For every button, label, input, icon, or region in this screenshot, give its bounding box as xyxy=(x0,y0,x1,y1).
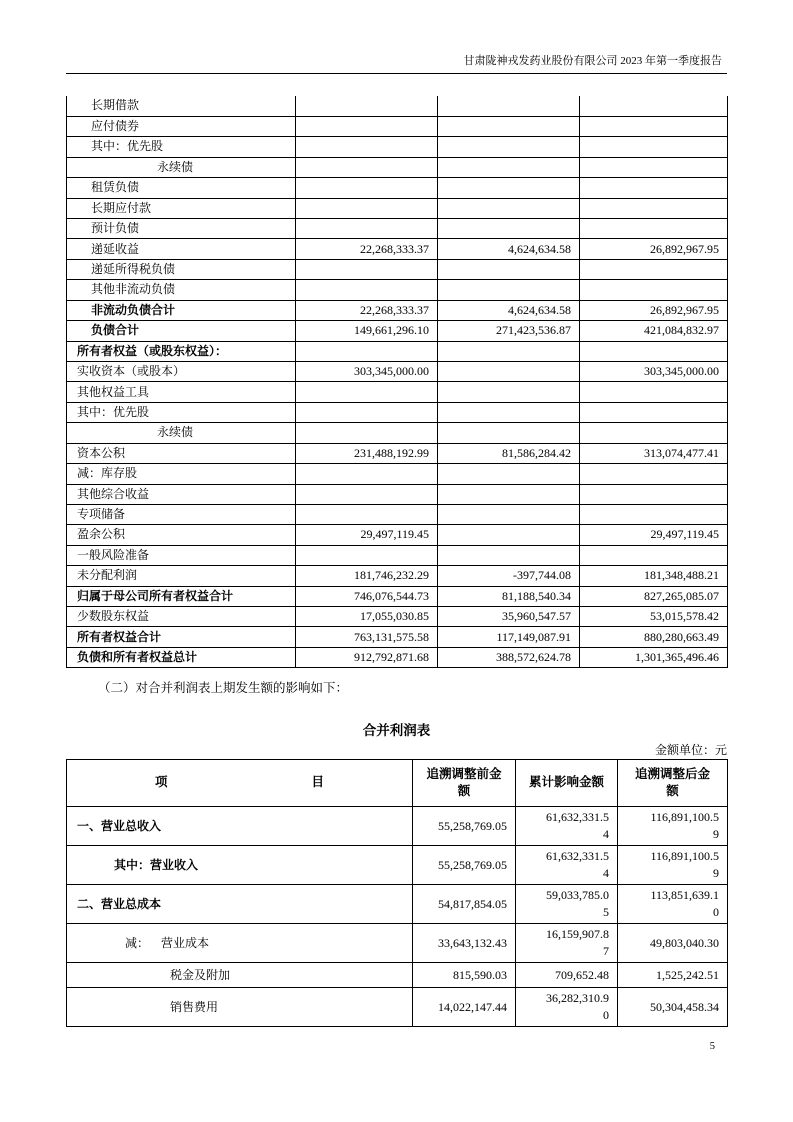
amount-cell-col1 xyxy=(296,545,438,565)
item-label: 负债合计 xyxy=(67,321,296,341)
item-label: 应付债券 xyxy=(67,116,296,136)
report-title: 甘肃陇神戎发药业股份有限公司 2023 年第一季度报告 xyxy=(463,55,722,67)
amount-cell-col2 xyxy=(438,484,580,504)
amount-cell-col1: 29,497,119.45 xyxy=(296,525,438,545)
amount-cell-col1: 17,055,030.85 xyxy=(296,607,438,627)
item-label: 盈余公积 xyxy=(67,525,296,545)
amount-cell-col2 xyxy=(438,137,580,157)
amount-cell-col2: 36,282,310.90 xyxy=(516,988,618,1027)
amount-cell-col3: 827,265,085.07 xyxy=(580,586,728,606)
page-number: 5 xyxy=(709,1041,715,1052)
amount-cell-col1: 14,022,147.44 xyxy=(413,988,516,1027)
amount-cell-col2 xyxy=(438,525,580,545)
amount-cell-col3 xyxy=(580,484,728,504)
amount-cell-col1 xyxy=(296,219,438,239)
item-label: 其他非流动负债 xyxy=(67,280,296,300)
balance-sheet-row xyxy=(67,341,728,361)
amount-cell-col1: 912,792,871.68 xyxy=(296,647,438,667)
amount-cell-col2: 117,149,087.91 xyxy=(438,627,580,647)
amount-cell-col2 xyxy=(438,361,580,381)
balance-sheet-row xyxy=(67,464,728,484)
amount-cell-col3: 113,851,639.10 xyxy=(618,885,728,924)
amount-cell-col2 xyxy=(438,504,580,524)
amount-cell-col1: 33,643,132.43 xyxy=(413,924,516,963)
amount-cell-col1 xyxy=(296,137,438,157)
balance-sheet-row xyxy=(67,300,728,320)
amount-cell-col1: 54,817,854.05 xyxy=(413,885,516,924)
balance-sheet-row xyxy=(67,586,728,606)
amount-cell-col2 xyxy=(438,219,580,239)
item-label: 专项储备 xyxy=(67,504,296,524)
amount-cell-col1 xyxy=(296,96,438,116)
balance-sheet-row xyxy=(67,627,728,647)
balance-sheet-row xyxy=(67,545,728,565)
amount-cell-col3: 1,301,365,496.46 xyxy=(580,647,728,667)
balance-sheet-row xyxy=(67,525,728,545)
amount-cell-col2 xyxy=(438,341,580,361)
income-header-row xyxy=(67,760,728,807)
amount-cell-col1 xyxy=(296,341,438,361)
amount-cell-col3: 313,074,477.41 xyxy=(580,443,728,463)
amount-cell-col3 xyxy=(580,157,728,177)
balance-sheet-row xyxy=(67,423,728,443)
amount-cell-col1 xyxy=(296,464,438,484)
amount-cell-col3 xyxy=(580,198,728,218)
income-statement-row xyxy=(67,924,728,963)
balance-sheet-row xyxy=(67,443,728,463)
header-divider xyxy=(66,73,727,74)
amount-cell-col2 xyxy=(438,382,580,402)
amount-cell-col1 xyxy=(296,198,438,218)
amount-cell-col1: 181,746,232.29 xyxy=(296,566,438,586)
amount-cell-col3: 116,891,100.59 xyxy=(618,846,728,885)
item-label: 递延收益 xyxy=(67,239,296,259)
item-label: 所有者权益（或股东权益）： xyxy=(67,341,296,361)
amount-cell-col1: 149,661,296.10 xyxy=(296,321,438,341)
item-label: 长期应付款 xyxy=(67,198,296,218)
item-header-spread xyxy=(71,774,408,792)
balance-sheet-row xyxy=(67,96,728,116)
amount-cell-col1: 55,258,769.05 xyxy=(413,846,516,885)
amount-cell-col1 xyxy=(296,259,438,279)
amount-cell-col2 xyxy=(438,198,580,218)
amount-cell-col1 xyxy=(296,423,438,443)
amount-cell-col3 xyxy=(580,96,728,116)
amount-cell-col3 xyxy=(580,545,728,565)
amount-cell-col3: 880,280,663.49 xyxy=(580,627,728,647)
col-header-after-adjustment-text: 追溯调整后金额 xyxy=(634,766,710,798)
balance-sheet-row xyxy=(67,137,728,157)
amount-cell-col3 xyxy=(580,219,728,239)
amount-cell-col3: 181,348,488.21 xyxy=(580,566,728,586)
amount-cell-col1 xyxy=(296,484,438,504)
amount-cell-col3: 49,803,040.30 xyxy=(618,924,728,963)
col-header-before-adjustment-text: 追溯调整前金额 xyxy=(426,766,502,798)
balance-sheet-row xyxy=(67,382,728,402)
col-header-cumulative-impact xyxy=(516,760,618,807)
item-label: 长期借款 xyxy=(67,96,296,116)
amount-cell-col2: 81,586,284.42 xyxy=(438,443,580,463)
amount-cell-col3: 421,084,832.97 xyxy=(580,321,728,341)
amount-cell-col1: 22,268,333.37 xyxy=(296,239,438,259)
amount-cell-col2 xyxy=(438,464,580,484)
col-header-item xyxy=(67,760,413,807)
balance-sheet-row xyxy=(67,361,728,381)
amount-cell-col2 xyxy=(438,280,580,300)
income-statement-row xyxy=(67,846,728,885)
item-label: 归属于母公司所有者权益合计 xyxy=(67,586,296,606)
amount-cell-col2 xyxy=(438,423,580,443)
amount-cell-col3 xyxy=(580,423,728,443)
item-label: 其中：优先股 xyxy=(67,402,296,422)
amount-cell-col2 xyxy=(438,157,580,177)
item-label: 永续债 xyxy=(67,157,296,177)
balance-sheet-row xyxy=(67,504,728,524)
item-label: 租赁负债 xyxy=(67,178,296,198)
balance-sheet-row xyxy=(67,566,728,586)
col-header-after-adjustment xyxy=(618,760,728,807)
amount-cell-col1: 231,488,192.99 xyxy=(296,443,438,463)
page-header xyxy=(66,53,727,69)
item-label: 减：库存股 xyxy=(67,464,296,484)
amount-cell-col2: 81,188,540.34 xyxy=(438,586,580,606)
item-label: 其中：营业收入 xyxy=(67,846,413,885)
amount-cell-col3: 303,345,000.00 xyxy=(580,361,728,381)
amount-cell-col1 xyxy=(296,280,438,300)
balance-sheet-row xyxy=(67,607,728,627)
income-statement-row xyxy=(67,963,728,988)
income-statement-title: 合并利润表 xyxy=(362,723,431,738)
amount-cell-col2: 16,159,907.87 xyxy=(516,924,618,963)
item-header-right-char: 目 xyxy=(311,775,325,790)
amount-cell-col1: 746,076,544.73 xyxy=(296,586,438,606)
item-label: 非流动负债合计 xyxy=(67,300,296,320)
balance-sheet-row xyxy=(67,157,728,177)
item-label: 一、营业总收入 xyxy=(67,807,413,846)
amount-cell-col1 xyxy=(296,382,438,402)
amount-cell-col3 xyxy=(580,116,728,136)
amount-cell-col2: 4,624,634.58 xyxy=(438,239,580,259)
amount-cell-col2: 35,960,547.57 xyxy=(438,607,580,627)
balance-sheet-row xyxy=(67,116,728,136)
amount-cell-col2: 61,632,331.54 xyxy=(516,807,618,846)
amount-cell-col1: 55,258,769.05 xyxy=(413,807,516,846)
amount-cell-col1: 303,345,000.00 xyxy=(296,361,438,381)
item-label: 减： 营业成本 xyxy=(67,924,413,963)
item-label: 资本公积 xyxy=(67,443,296,463)
amount-cell-col3 xyxy=(580,504,728,524)
item-label: 预计负债 xyxy=(67,219,296,239)
amount-cell-col3: 29,497,119.45 xyxy=(580,525,728,545)
section-intro: （二）对合并利润表上期发生额的影响如下： xyxy=(98,681,349,695)
amount-cell-col2 xyxy=(438,116,580,136)
income-statement-table xyxy=(66,759,728,1027)
item-label: 销售费用 xyxy=(67,988,413,1027)
amount-cell-col2 xyxy=(438,259,580,279)
amount-cell-col2 xyxy=(438,402,580,422)
unit-note: 金额单位：元 xyxy=(654,743,727,757)
balance-sheet-row xyxy=(67,178,728,198)
item-label: 其他综合收益 xyxy=(67,484,296,504)
amount-cell-col1 xyxy=(296,157,438,177)
amount-cell-col2: 61,632,331.54 xyxy=(516,846,618,885)
item-label: 递延所得税负债 xyxy=(67,259,296,279)
balance-sheet-row xyxy=(67,402,728,422)
amount-cell-col3: 1,525,242.51 xyxy=(618,963,728,988)
item-label: 其中：优先股 xyxy=(67,137,296,157)
item-label: 未分配利润 xyxy=(67,566,296,586)
amount-cell-col3: 116,891,100.59 xyxy=(618,807,728,846)
amount-cell-col3: 26,892,967.95 xyxy=(580,300,728,320)
amount-cell-col2: 271,423,536.87 xyxy=(438,321,580,341)
amount-cell-col1 xyxy=(296,402,438,422)
item-header-left-char: 项 xyxy=(154,775,168,790)
amount-cell-col2: 709,652.48 xyxy=(516,963,618,988)
amount-cell-col3 xyxy=(580,382,728,402)
item-label: 永续债 xyxy=(67,423,296,443)
item-label: 负债和所有者权益总计 xyxy=(67,647,296,667)
amount-cell-col3: 53,015,578.42 xyxy=(580,607,728,627)
balance-sheet-row xyxy=(67,647,728,667)
item-label: 一般风险准备 xyxy=(67,545,296,565)
col-header-before-adjustment xyxy=(413,760,516,807)
amount-cell-col1 xyxy=(296,178,438,198)
amount-cell-col1 xyxy=(296,116,438,136)
item-label: 二、营业总成本 xyxy=(67,885,413,924)
amount-cell-col1: 763,131,575.58 xyxy=(296,627,438,647)
item-label: 少数股东权益 xyxy=(67,607,296,627)
amount-cell-col3: 26,892,967.95 xyxy=(580,239,728,259)
amount-cell-col3 xyxy=(580,402,728,422)
income-statement-row xyxy=(67,807,728,846)
amount-cell-col2: 59,033,785.05 xyxy=(516,885,618,924)
amount-cell-col1 xyxy=(296,504,438,524)
amount-cell-col1: 22,268,333.37 xyxy=(296,300,438,320)
item-label: 所有者权益合计 xyxy=(67,627,296,647)
balance-sheet-row xyxy=(67,280,728,300)
income-statement-row xyxy=(67,885,728,924)
amount-cell-col3 xyxy=(580,341,728,361)
income-statement-row xyxy=(67,988,728,1027)
amount-cell-col3 xyxy=(580,259,728,279)
item-label: 实收资本（或股本） xyxy=(67,361,296,381)
amount-cell-col2: 388,572,624.78 xyxy=(438,647,580,667)
col-header-cumulative-impact-text: 累计影响金额 xyxy=(528,775,604,790)
balance-sheet-row xyxy=(67,321,728,341)
balance-sheet-row xyxy=(67,198,728,218)
balance-sheet-row xyxy=(67,219,728,239)
amount-cell-col3 xyxy=(580,178,728,198)
balance-sheet-table xyxy=(66,96,728,668)
amount-cell-col2: -397,744.08 xyxy=(438,566,580,586)
balance-sheet-row xyxy=(67,259,728,279)
balance-sheet-row xyxy=(67,484,728,504)
amount-cell-col3 xyxy=(580,464,728,484)
item-label: 税金及附加 xyxy=(67,963,413,988)
amount-cell-col3 xyxy=(580,137,728,157)
amount-cell-col2 xyxy=(438,178,580,198)
amount-cell-col3: 50,304,458.34 xyxy=(618,988,728,1027)
amount-cell-col3 xyxy=(580,280,728,300)
item-label: 其他权益工具 xyxy=(67,382,296,402)
balance-sheet-row xyxy=(67,239,728,259)
amount-cell-col2 xyxy=(438,545,580,565)
amount-cell-col1: 815,590.03 xyxy=(413,963,516,988)
amount-cell-col2 xyxy=(438,96,580,116)
amount-cell-col2: 4,624,634.58 xyxy=(438,300,580,320)
